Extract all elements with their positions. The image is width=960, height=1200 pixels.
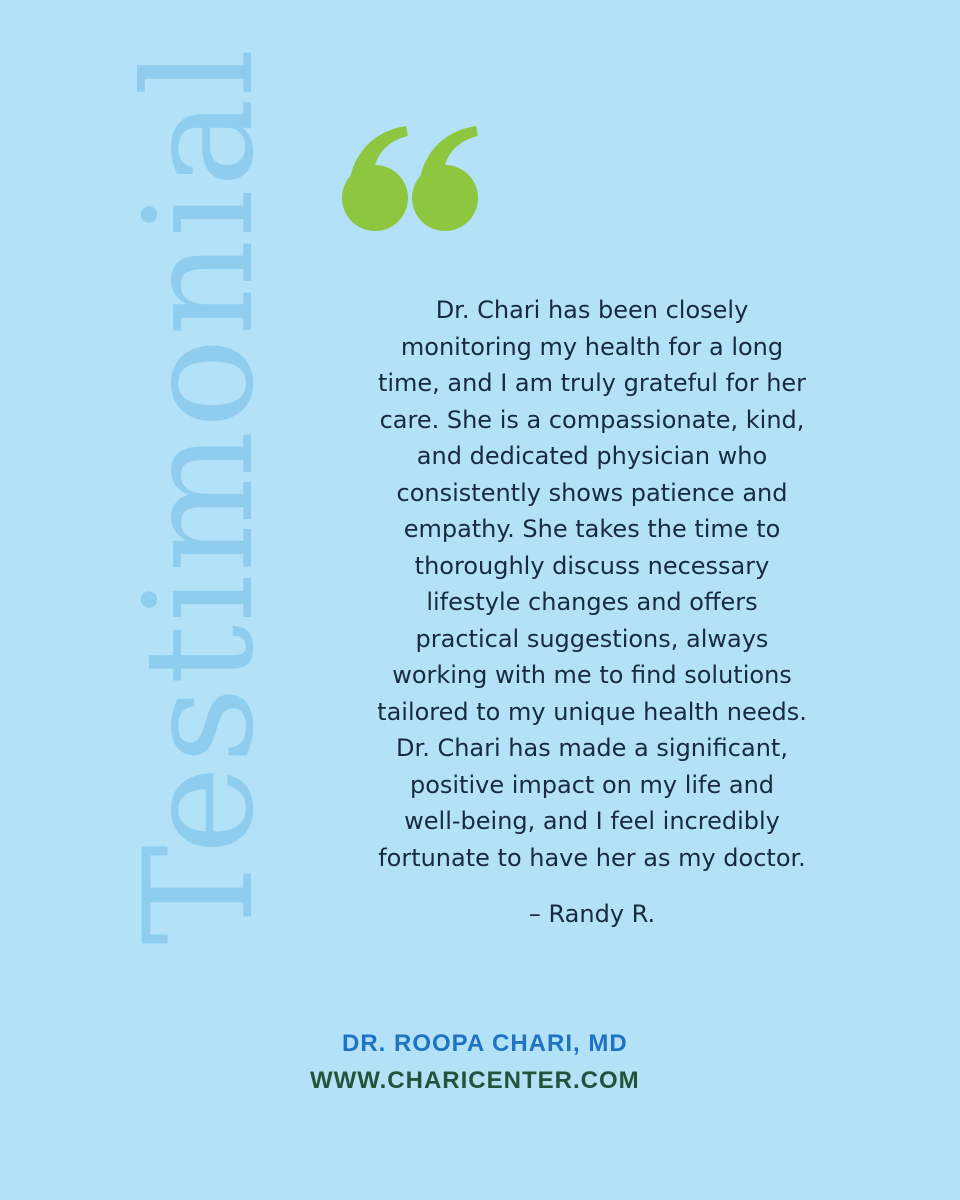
quote-line: Dr. Chari has been closely [435, 296, 749, 324]
quote-open-icon [338, 118, 488, 233]
quote-line: positive impact on my life and [409, 770, 775, 799]
quote-line: tailored to my unique health needs. [377, 697, 807, 726]
quote-line: consistently shows patience and [396, 478, 788, 507]
quote-line: and dedicated physician who [416, 442, 768, 470]
quote-line: fortunate to have her as my doctor. [378, 843, 806, 872]
quote-line: thoroughly discuss necessary [414, 551, 770, 580]
quote-line: practical suggestions, always [415, 624, 769, 653]
quote-line: monitoring my health for a long [400, 332, 784, 361]
side-title-testimonial: Testimonial [113, 46, 287, 945]
testimonial-quote [352, 292, 832, 876]
doctor-name: DR. ROOPA CHARI, MD [342, 1030, 628, 1057]
quote-line: Dr. Chari has made a significant, [396, 734, 788, 762]
quote-line: time, and I am truly grateful for her [377, 369, 807, 397]
quote-line: care. She is a compassionate, kind, [379, 405, 805, 434]
quote-line: well-being, and I feel incredibly [404, 807, 780, 835]
quote-line: empathy. She takes the time to [403, 515, 781, 543]
quote-author: – Randy R. [528, 900, 656, 928]
website-url[interactable]: WWW.CHARICENTER.COM [310, 1067, 640, 1094]
quote-line: working with me to find solutions [392, 661, 792, 689]
quote-line: lifestyle changes and offers [426, 588, 758, 616]
